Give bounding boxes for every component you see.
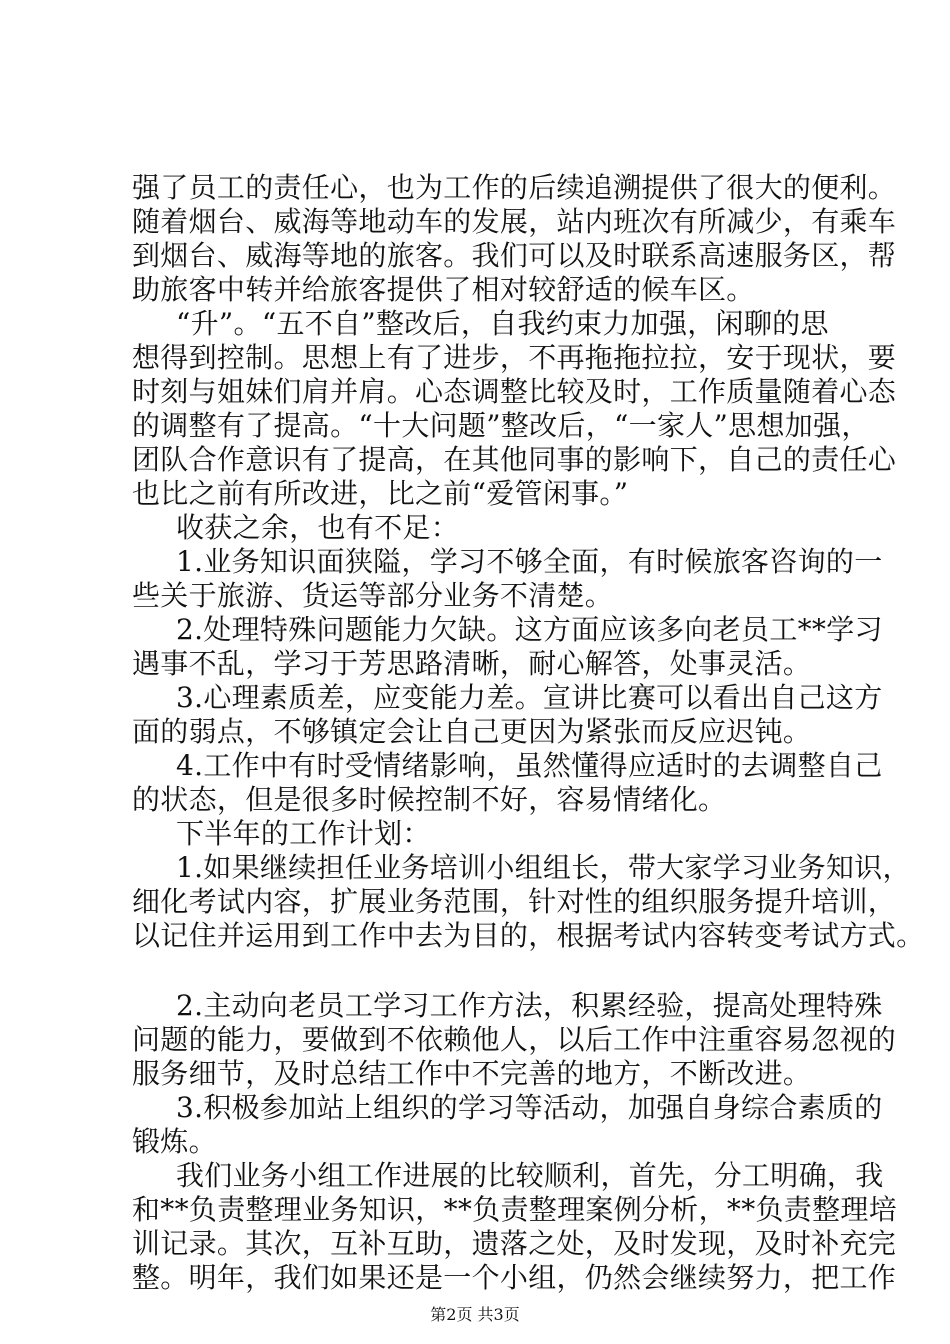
text-line: 些关于旅游、货运等部分业务不清楚。 xyxy=(132,579,614,612)
text-line: 整。明年，我们如果还是一个小组，仍然会继续努力，把工作 xyxy=(132,1261,897,1294)
text-line: 助旅客中转并给旅客提供了相对较舒适的候车区。 xyxy=(132,273,755,306)
text-line: 1.业务知识面狭隘，学习不够全面，有时候旅客咨询的一 xyxy=(176,545,883,578)
text-line: 细化考试内容，扩展业务范围，针对性的组织服务提升培训， xyxy=(132,885,897,918)
text-line: “升”。“五不自”整改后，自我约束力加强，闲聊的思 xyxy=(176,307,829,340)
text-line: 问题的能力，要做到不依赖他人，以后工作中注重容易忽视的 xyxy=(132,1023,897,1056)
text-line: 锻炼。 xyxy=(132,1125,217,1158)
text-line: 我们业务小组工作进展的比较顺利，首先，分工明确，我 xyxy=(176,1159,884,1192)
text-line: 3.心理素质差，应变能力差。宣讲比赛可以看出自己这方 xyxy=(176,681,883,714)
text-line: 遇事不乱，学习于芳思路清晰，耐心解答，处事灵活。 xyxy=(132,647,812,680)
text-line: 3.积极参加站上组织的学习等活动，加强自身综合素质的 xyxy=(176,1091,883,1124)
text-line: 收获之余，也有不足： xyxy=(176,511,460,544)
text-line: 服务细节，及时总结工作中不完善的地方，不断改进。 xyxy=(132,1057,812,1090)
text-line: 4.工作中有时受情绪影响，虽然懂得应适时的去调整自己 xyxy=(176,749,883,782)
page-footer: 第2页 共3页 xyxy=(430,1305,520,1324)
text-line: 下半年的工作计划： xyxy=(176,817,431,850)
text-line: 面的弱点，不够镇定会让自己更因为紧张而反应迟钝。 xyxy=(132,715,812,748)
text-line: 2.主动向老员工学习工作方法，积累经验，提高处理特殊 xyxy=(176,989,883,1022)
text-line: 的调整有了提高。“十大问题”整改后，“一家人”思想加强， xyxy=(132,409,870,442)
text-line: 时刻与姐妹们肩并肩。心态调整比较及时，工作质量随着心态 xyxy=(132,375,897,408)
text-line: 以记住并运用到工作中去为目的，根据考试内容转变考试方式。 xyxy=(132,919,925,952)
text-line: 训记录。其次，互补互助，遗落之处，及时发现，及时补充完 xyxy=(132,1227,897,1260)
text-line: 也比之前有所改进，比之前“爱管闲事。” xyxy=(132,477,629,510)
text-line: 到烟台、威海等地的旅客。我们可以及时联系高速服务区，帮 xyxy=(132,239,897,272)
text-line: 1.如果继续担任业务培训小组组长，带大家学习业务知识， xyxy=(176,851,911,884)
text-line: 想得到控制。思想上有了进步，不再拖拖拉拉，安于现状，要 xyxy=(132,341,897,374)
text-line: 和**负责整理业务知识，**负责整理案例分析，**负责整理培 xyxy=(132,1193,898,1226)
text-line: 随着烟台、威海等地动车的发展，站内班次有所减少，有乘车 xyxy=(132,205,897,238)
text-line: 团队合作意识有了提高，在其他同事的影响下，自己的责任心 xyxy=(132,443,897,476)
text-line: 强了员工的责任心，也为工作的后续追溯提供了很大的便利。 xyxy=(132,171,897,204)
text-line: 的状态，但是很多时候控制不好，容易情绪化。 xyxy=(132,783,727,816)
text-line: 2.处理特殊问题能力欠缺。这方面应该多向老员工**学习 xyxy=(176,613,883,646)
